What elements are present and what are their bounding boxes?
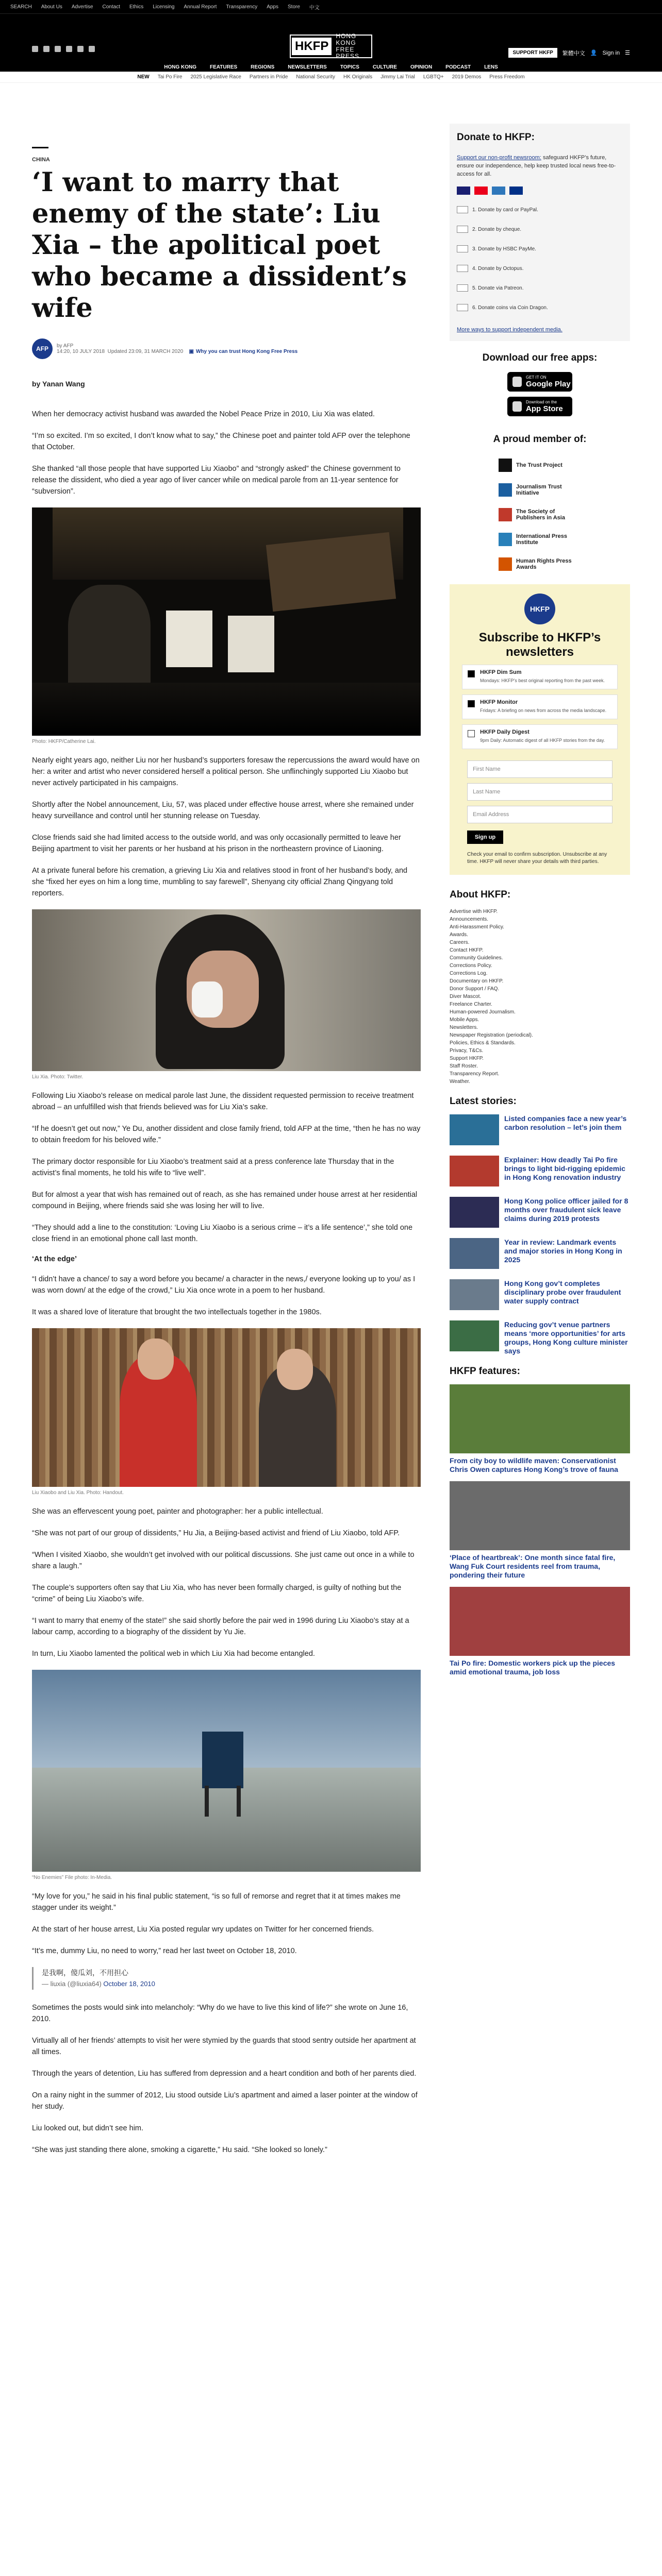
about-link[interactable]: Donor Support / FAQ. — [450, 986, 500, 992]
trending-item[interactable]: Jimmy Lai Trial — [380, 74, 415, 80]
about-link[interactable]: Advertise with HKFP. — [450, 909, 498, 914]
feature-headline[interactable]: From city boy to wildlife maven: Conservationist Chris Owen captures Hong Kong’s trove of fauna — [450, 1456, 618, 1473]
nav-item[interactable]: REGIONS — [251, 64, 275, 70]
paragraph: Sometimes the posts would sink into melancholy: “Why do we have to live this kind of life?” she wrote on June 16, 2010. — [32, 2004, 408, 2023]
member-logo-icon — [499, 483, 512, 497]
member-logo[interactable] — [499, 508, 581, 521]
chinese-link[interactable]: 中文 — [309, 5, 320, 11]
figure-protest — [32, 507, 421, 744]
placard — [166, 611, 212, 667]
donate-option[interactable] — [457, 298, 623, 317]
latest-story[interactable] — [450, 1238, 630, 1272]
about-link[interactable]: Awards. — [450, 932, 468, 938]
shield-icon: ▣ — [189, 349, 194, 354]
image-caption: Liu Xiaobo and Liu Xia. Photo: Handout. — [32, 1490, 124, 1496]
chair-leg — [205, 1786, 209, 1817]
trending-item[interactable]: LGBTQ+ — [423, 74, 444, 80]
donate-options — [457, 200, 623, 317]
about-link[interactable]: Corrections Policy. — [450, 963, 492, 969]
sidebar — [450, 124, 630, 1676]
figure-no-enemies — [32, 1670, 421, 1880]
first-name-field[interactable]: First Name — [467, 760, 613, 778]
paragraph: Liu looked out, but didn’t see him. — [32, 2124, 144, 2132]
trust-link-label: Why you can trust Hong Kong Free Press — [195, 349, 298, 354]
nav-item[interactable]: TOPICS — [340, 64, 359, 70]
features-title: HKFP features: — [450, 1366, 520, 1377]
latest-story[interactable] — [450, 1114, 630, 1148]
donate-option[interactable] — [457, 200, 623, 219]
image-caption: Liu Xia. Photo: Twitter. — [32, 1074, 84, 1080]
member-name: The Trust Project — [516, 462, 562, 468]
paragraph: At a private funeral before his cremation, a grieving Liu Xia and relatives stood in front of her husband’s body, and she “fixed her eyes on him a long time, mumbling to say farewell”, Shenyang city official Zhang Qingyang told reporters. — [32, 867, 408, 897]
paragraph: But for almost a year that wish has remained out of reach, as she has remained under house arrest at her residential compound in Beijing, where friends said she was losing her will to live. — [32, 1191, 418, 1210]
donate-option-label: 2. Donate by cheque. — [472, 226, 522, 232]
paragraph: “I want to marry that enemy of the state!” she said shortly before the pair wed in 1996 during Liu Xiaobo’s stay at a labour camp, according to a biography of the dissident by Yu Jie. — [32, 1617, 409, 1636]
ethics-link[interactable]: Ethics — [129, 4, 144, 10]
tweet-text: 是我啊，傻瓜刘，不用担心 — [42, 1969, 128, 1977]
donate-option-label: 4. Donate by Octopus. — [472, 265, 524, 272]
trending-item[interactable]: National Security — [296, 74, 335, 80]
tissue — [192, 981, 223, 1018]
article-author: by Yanan Wang — [32, 380, 85, 388]
user-icon[interactable]: 👤 — [590, 50, 598, 56]
member-name: The Society of Publishers in Asia — [516, 509, 565, 521]
apps-link[interactable]: Apps — [267, 4, 278, 10]
paragraph: Shortly after the Nobel announcement, Liu, 57, was placed under effective house arrest, where she remained under heavy surveillance and control until her stunning release on Tuesday. — [32, 801, 414, 820]
member-logo-icon — [499, 533, 512, 546]
logo-line2: FREE PRESS — [336, 46, 360, 60]
member-logo[interactable] — [499, 483, 581, 497]
youtube-icon[interactable] — [66, 46, 72, 52]
donate-intro-text: safeguard HKFP’s future, ensure our independence, help keep trusted local news free-to-access for all. — [457, 155, 616, 177]
menu-icon[interactable]: ☰ — [625, 50, 630, 56]
story-thumbnail[interactable] — [450, 1114, 499, 1145]
gp-small: GET IT ON — [526, 375, 547, 380]
utility-bar — [0, 0, 662, 13]
chair-leg — [237, 1786, 241, 1817]
figure-liu-xia — [32, 909, 421, 1080]
about-link[interactable]: Documentary on HKFP. — [450, 978, 504, 984]
newsletter-name: HKFP Monitor — [480, 699, 518, 705]
newsletter-option[interactable] — [462, 694, 618, 719]
member-logo[interactable] — [499, 557, 581, 571]
chair — [202, 1732, 243, 1788]
published-date: 14:20, 10 JULY 2018 — [57, 349, 105, 354]
paragraph: Following Liu Xiaobo’s release on medical parole last June, the dissident requested permission to receive treatment abroad – an unfulfilled wish that friends believed was for Liu Xia’s sake. — [32, 1092, 414, 1111]
paragraph: Close friends said she had limited access to the outside world, and was only occasionally permitted to leave her Beijing apartment to visit her parents or her husband at his prison in the northeastern province of Liaoning. — [32, 834, 401, 853]
trending-item[interactable]: HK Originals — [343, 74, 373, 80]
checkbox[interactable] — [468, 700, 475, 707]
nav-item[interactable]: CULTURE — [372, 64, 397, 70]
trending-bar — [0, 72, 662, 83]
latest-title: Latest stories: — [450, 1096, 517, 1107]
about-link[interactable]: Diver Mascot. — [450, 994, 482, 999]
story-thumbnail[interactable] — [450, 1320, 499, 1351]
trending-item[interactable]: Press Freedom — [489, 74, 525, 80]
feature-card[interactable] — [450, 1587, 630, 1676]
donate-intro — [457, 154, 623, 178]
payment-logos — [457, 187, 623, 195]
last-name-field[interactable]: Last Name — [467, 783, 613, 801]
story-thumbnail[interactable] — [450, 1197, 499, 1228]
story-headline[interactable]: Hong Kong police officer jailed for 8 months over fraudulent sick leave claims during 2019 protests — [504, 1197, 628, 1223]
tweet-author: — liuxia (@liuxia64) — [42, 1980, 102, 1988]
story-headline[interactable]: Reducing gov’t venue partners means ‘more opportunities’ for arts groups, Hong Kong culture minister says — [504, 1320, 628, 1355]
member-logo-icon — [499, 557, 512, 571]
nav-item[interactable]: NEWSLETTERS — [288, 64, 327, 70]
newsletter-desc: 9pm Daily: Automatic digest of all HKFP stories from the day. — [480, 738, 605, 743]
paragraph: “It’s me, dummy Liu, no need to worry,” read her last tweet on October 18, 2010. — [32, 1947, 297, 1955]
bookshelf — [32, 1328, 421, 1487]
licensing-link[interactable]: Licensing — [153, 4, 175, 10]
language-toggle[interactable]: 繁體中文 — [562, 50, 585, 57]
newsletter-desc: Mondays: HKFP’s best original reporting from the past week. — [480, 678, 605, 683]
member-name: International Press Institute — [516, 533, 568, 546]
payment-method-icon — [457, 245, 468, 252]
google-play-icon — [512, 377, 522, 387]
couple-photo[interactable] — [32, 1328, 421, 1487]
about-link[interactable]: Contact HKFP. — [450, 947, 484, 953]
about-link[interactable]: Corrections Log. — [450, 971, 488, 976]
paragraph: “When I visited Xiaobo, she wouldn’t get involved with our political discussions. She just came out once in a while to share a laugh.” — [32, 1551, 415, 1570]
donate-option[interactable] — [457, 239, 623, 259]
paragraph: “If he doesn’t get out now,” Ye Du, another dissident and close family friend, told AFP at the time, “then he has no way to obtain freedom for his beloved wife.” — [32, 1125, 421, 1144]
tweet-source — [42, 1978, 421, 1990]
section-heading: ‘At the edge’ — [32, 1255, 77, 1263]
story-headline[interactable]: Hong Kong gov’t completes disciplinary probe over fraudulent water supply contract — [504, 1279, 621, 1305]
paragraph: She thanked “all those people that have supported Liu Xiaobo” and “strongly asked” the Chinese government to release the dissident, who died a year ago of liver cancer while on medical parole from an 11-year sentence for “subversion”. — [32, 465, 401, 496]
paragraph: On a rainy night in the summer of 2012, Liu stood outside Liu’s apartment and aimed a laser pointer at the window of her study. — [32, 2091, 418, 2111]
as-small: Download on the — [526, 400, 557, 404]
donate-option[interactable] — [457, 278, 623, 298]
paragraph: Nearly eight years ago, neither Liu nor her husband’s supporters foresaw the repercussions the award would have on her: a writer and artist who never considered herself a political person. She unflinchingly supported Liu Xiaobo but never actively participated in his campaigns. — [32, 756, 420, 787]
paragraph: In turn, Liu Xiaobo lamented the political web in which Liu Xia had become entangled. — [32, 1650, 315, 1658]
donate-option[interactable] — [457, 259, 623, 278]
donate-title: Donate to HKFP: — [457, 132, 535, 143]
donate-intro-link[interactable]: Support our non-profit newsroom: — [457, 155, 541, 161]
amex-icon — [492, 187, 505, 195]
placard — [228, 616, 274, 672]
paragraph: She was an effervescent young poet, painter and photographer: her a public intellectual. — [32, 1507, 323, 1516]
logo-mark: HKFP — [292, 38, 332, 55]
gp-big: Google Play — [526, 380, 571, 388]
features-list — [450, 1384, 630, 1676]
article-title: ‘I want to marry that enemy of the state’: Liu Xia – the apolitical poet who became a dissident’s wife — [32, 167, 407, 324]
paragraph: “She was not part of our group of dissidents,” Hu Jia, a Beijing-based activist and friend of Liu Xiaobo, told AFP. — [32, 1529, 400, 1537]
about-link[interactable]: Transparency Report. — [450, 1071, 500, 1077]
newsletter-box — [450, 584, 630, 875]
paragraph: When her democracy activist husband was awarded the Nobel Peace Prize in 2010, Liu Xia was elated. — [32, 410, 375, 418]
face — [277, 1349, 313, 1390]
figure-couple — [32, 1328, 421, 1496]
hkfp-badge: HKFP — [524, 594, 555, 624]
banner — [266, 532, 396, 612]
protest-photo[interactable] — [32, 507, 421, 736]
feature-image[interactable] — [450, 1481, 630, 1550]
apple-icon — [512, 401, 522, 412]
site-logo[interactable] — [290, 32, 372, 60]
tweet-date-link[interactable]: October 18, 2010 — [103, 1980, 155, 1988]
nav-item[interactable]: PODCAST — [445, 64, 471, 70]
paypal-icon — [509, 187, 523, 195]
trending-item[interactable]: 2025 Legislative Race — [190, 74, 241, 80]
paragraph: “She was just standing there alone, smoking a cigarette,” Hu said. “She looked so lonely.” — [32, 2146, 327, 2154]
about-link[interactable]: Weather. — [450, 1079, 470, 1084]
liu-xia-photo[interactable] — [32, 909, 421, 1071]
mastercard-icon — [474, 187, 488, 195]
trust-link[interactable] — [189, 349, 298, 354]
donate-box — [450, 124, 630, 341]
donate-option-label: 6. Donate coins via Coin Dragon. — [472, 304, 548, 311]
support-button[interactable]: SUPPORT HKFP — [508, 48, 557, 58]
checkbox[interactable] — [468, 730, 475, 737]
paragraph: The primary doctor responsible for Liu Xiaobo’s treatment said at a press conference late Thursday that in the activist’s final moments, he told his wife to “live well”. — [32, 1158, 394, 1177]
header-actions — [508, 48, 630, 58]
byline-by: by AFP — [57, 343, 74, 349]
transparency-link[interactable]: Transparency — [226, 4, 258, 10]
logo-text — [336, 33, 371, 60]
latest-stories — [450, 1096, 630, 1354]
article — [32, 147, 421, 2166]
membership-logos — [450, 459, 630, 571]
newsletter-option[interactable] — [462, 724, 618, 749]
paragraph: It was a shared love of literature that brought the two intellectuals together in the 1980s. — [32, 1308, 322, 1316]
visa-icon — [457, 187, 470, 195]
member-logo-icon — [499, 508, 512, 521]
advertise-link[interactable]: Advertise — [71, 4, 93, 10]
twitter-icon[interactable] — [43, 46, 49, 52]
paragraph: The couple’s supporters often say that Liu Xia, who has never been formally charged, is guilty of nothing but the “crime” of being Liu Xiaobo’s wife. — [32, 1584, 402, 1603]
contact-link[interactable]: Contact — [102, 4, 120, 10]
payment-method-icon — [457, 265, 468, 272]
about-link[interactable]: Community Guidelines. — [450, 955, 503, 961]
article-body — [32, 409, 421, 2156]
about-link[interactable]: Staff Roster. — [450, 1063, 478, 1069]
paragraph: Virtually all of her friends’ attempts to visit her were stymied by the guards that stood sentry outside her apartment at all times. — [32, 2037, 416, 2056]
member-logo[interactable] — [499, 533, 581, 546]
image-caption: “No Enemies” File photo: In-Media. — [32, 1875, 112, 1880]
about-link[interactable]: Newspaper Registration (periodical). — [450, 1032, 533, 1038]
about-link[interactable]: Policies, Ethics & Standards. — [450, 1040, 516, 1046]
nav-item[interactable]: HONG KONG — [164, 64, 197, 70]
email-field[interactable]: Email Address — [467, 806, 613, 823]
facebook-icon[interactable] — [32, 46, 38, 52]
signin-link[interactable]: Sign in — [602, 49, 620, 56]
payment-method-icon — [457, 284, 468, 292]
trending-item[interactable]: 2019 Demos — [452, 74, 482, 80]
kicker-rule — [32, 147, 48, 148]
latest-story[interactable] — [450, 1320, 630, 1354]
paragraph: “I didn’t have a chance/ to say a word before you became/ a character in the news,/ everyone looking up to you/ as I was worn down/ at the edge of the crowd,” Liu Xia once wrote in a poem to her husband. — [32, 1275, 416, 1295]
story-headline[interactable]: Listed companies face a new year’s carbon resolution – let’s join them — [504, 1114, 627, 1131]
donate-option-label: 1. Donate by card or PayPal. — [472, 207, 538, 213]
google-play-badge[interactable] — [507, 372, 572, 392]
donate-option[interactable] — [457, 219, 623, 239]
paragraph: At the start of her house arrest, Liu Xia posted regular wry updates on Twitter for her concerned friends. — [32, 1925, 374, 1934]
about-link[interactable]: Newsletters. — [450, 1025, 478, 1030]
about-title: About HKFP: — [450, 889, 511, 900]
apps-title: Download our free apps: — [482, 352, 598, 363]
instagram-icon[interactable] — [55, 46, 61, 52]
signup-button[interactable]: Sign up — [467, 831, 503, 844]
more-ways-link[interactable]: More ways to support independent media. — [457, 327, 562, 333]
about-link[interactable]: Support HKFP. — [450, 1056, 484, 1061]
newsletter-option-text — [480, 669, 605, 685]
newsletter-title: Subscribe to HKFP’s newsletters — [478, 631, 601, 659]
byline-text — [57, 343, 297, 354]
social-links — [32, 46, 95, 52]
feature-image[interactable] — [450, 1384, 630, 1453]
story-headline[interactable]: Explainer: How deadly Tai Po fire brings to light bid-rigging epidemic in Hong Kong renovation industry — [504, 1156, 625, 1181]
proud-title: A proud member of: — [493, 434, 587, 445]
about-link[interactable]: Privacy, T&Cs. — [450, 1048, 484, 1054]
newsletter-name: HKFP Daily Digest — [480, 729, 529, 735]
about-link[interactable]: Anti-Harassment Policy. — [450, 924, 504, 930]
story-thumbnail[interactable] — [450, 1238, 499, 1269]
story-headline[interactable]: Year in review: Landmark events and major stories in Hong Kong in 2025 — [504, 1238, 622, 1264]
telegram-icon[interactable] — [77, 46, 84, 52]
about-section — [450, 889, 630, 1086]
embedded-tweet — [32, 1967, 421, 1990]
member-logo[interactable] — [499, 459, 581, 472]
latest-story[interactable] — [450, 1156, 630, 1190]
store-link[interactable]: Store — [288, 4, 300, 10]
about-link[interactable]: Careers. — [450, 940, 470, 945]
newsletter-note: Check your email to confirm subscription. Unsubscribe at any time. HKFP will never share your details with third parties. — [467, 852, 607, 865]
story-thumbnail[interactable] — [450, 1156, 499, 1187]
newsletter-option[interactable] — [462, 665, 618, 689]
donate-option-label: 5. Donate via Patreon. — [472, 285, 524, 291]
paragraph: Through the years of detention, Liu has suffered from depression and a heart condition and both of her parents died. — [32, 2070, 417, 2078]
paragraph: “They should add a line to the constitution: ‘Loving Liu Xiaobo is a serious crime – it’s a life sentence’,” she told one close friend in an emotional phone call last month. — [32, 1224, 413, 1243]
crowd — [68, 585, 151, 688]
site-header — [0, 13, 662, 62]
main-nav — [0, 62, 662, 72]
app-store-badge[interactable] — [507, 397, 572, 416]
about-link[interactable]: Freelance Charter. — [450, 1002, 492, 1007]
nav-item[interactable]: FEATURES — [210, 64, 238, 70]
feature-card[interactable] — [450, 1481, 630, 1580]
latest-list — [450, 1114, 630, 1354]
newsletter-options — [457, 665, 623, 749]
member-logo-icon — [499, 459, 512, 472]
donate-option-label: 3. Donate by HSBC PayMe. — [472, 246, 536, 252]
about-link[interactable]: Announcements. — [450, 917, 489, 922]
checkbox[interactable] — [468, 670, 475, 677]
feature-card[interactable] — [450, 1384, 630, 1474]
member-name: Human Rights Press Awards — [516, 558, 572, 570]
trending-item[interactable]: Tai Po Fire — [157, 74, 183, 80]
payment-method-icon — [457, 206, 468, 213]
latest-story[interactable] — [450, 1197, 630, 1231]
image-caption: Photo: HKFP/Catherine Lai. — [32, 739, 96, 744]
latest-story[interactable] — [450, 1279, 630, 1313]
paragraph: “My love for you,” he said in his final public statement, “is so full of remorse and regret that it at times makes me stagger under its weight.” — [32, 1892, 401, 1912]
trending-label: NEW — [137, 74, 150, 80]
as-big: App Store — [526, 404, 563, 413]
nav-item[interactable]: OPINION — [410, 64, 433, 70]
logo-line1: HONG KONG — [336, 32, 357, 46]
foreground — [32, 683, 421, 736]
newsletter-option-text — [480, 699, 606, 715]
features-section — [450, 1366, 630, 1676]
newsletter-name: HKFP Dim Sum — [480, 669, 522, 675]
no-enemies-photo[interactable] — [32, 1670, 421, 1872]
newsletter-option-text — [480, 729, 605, 744]
search-link[interactable]: SEARCH — [10, 4, 32, 10]
member-name: Journalism Trust Initiative — [516, 484, 562, 496]
newsletter-desc: Fridays: A briefing on news from across the media landscape. — [480, 708, 607, 713]
app-badges — [450, 372, 630, 416]
payment-method-icon — [457, 226, 468, 233]
payment-method-icon — [457, 304, 468, 311]
feature-headline[interactable]: Tai Po fire: Domestic workers pick up the pieces amid emotional trauma, job loss — [450, 1659, 616, 1676]
updated-date: Updated 23:09, 31 MARCH 2020 — [107, 349, 184, 354]
byline — [32, 338, 421, 359]
annual-report-link[interactable]: Annual Report — [184, 4, 217, 10]
nav-item[interactable]: LENS — [484, 64, 498, 70]
about-link[interactable]: About Us — [41, 4, 62, 10]
story-thumbnail[interactable] — [450, 1279, 499, 1310]
author-avatar[interactable]: AFP — [32, 338, 53, 359]
feature-image[interactable] — [450, 1587, 630, 1656]
article-category[interactable]: CHINA — [32, 157, 50, 163]
threads-icon[interactable] — [89, 46, 95, 52]
about-link[interactable]: Mobile Apps. — [450, 1017, 479, 1023]
feature-headline[interactable]: ‘Place of heartbreak’: One month since fatal fire, Wang Fuk Court residents reel from trauma, pondering their future — [450, 1553, 616, 1579]
about-list — [450, 908, 630, 1086]
about-link[interactable]: Human-powered Journalism. — [450, 1009, 516, 1015]
paragraph: “I’m so excited. I’m so excited, I don’t know what to say,” the Chinese poet and painter told AFP over the telephone that October. — [32, 432, 410, 451]
face — [138, 1338, 174, 1380]
trending-item[interactable]: Partners in Pride — [249, 74, 288, 80]
